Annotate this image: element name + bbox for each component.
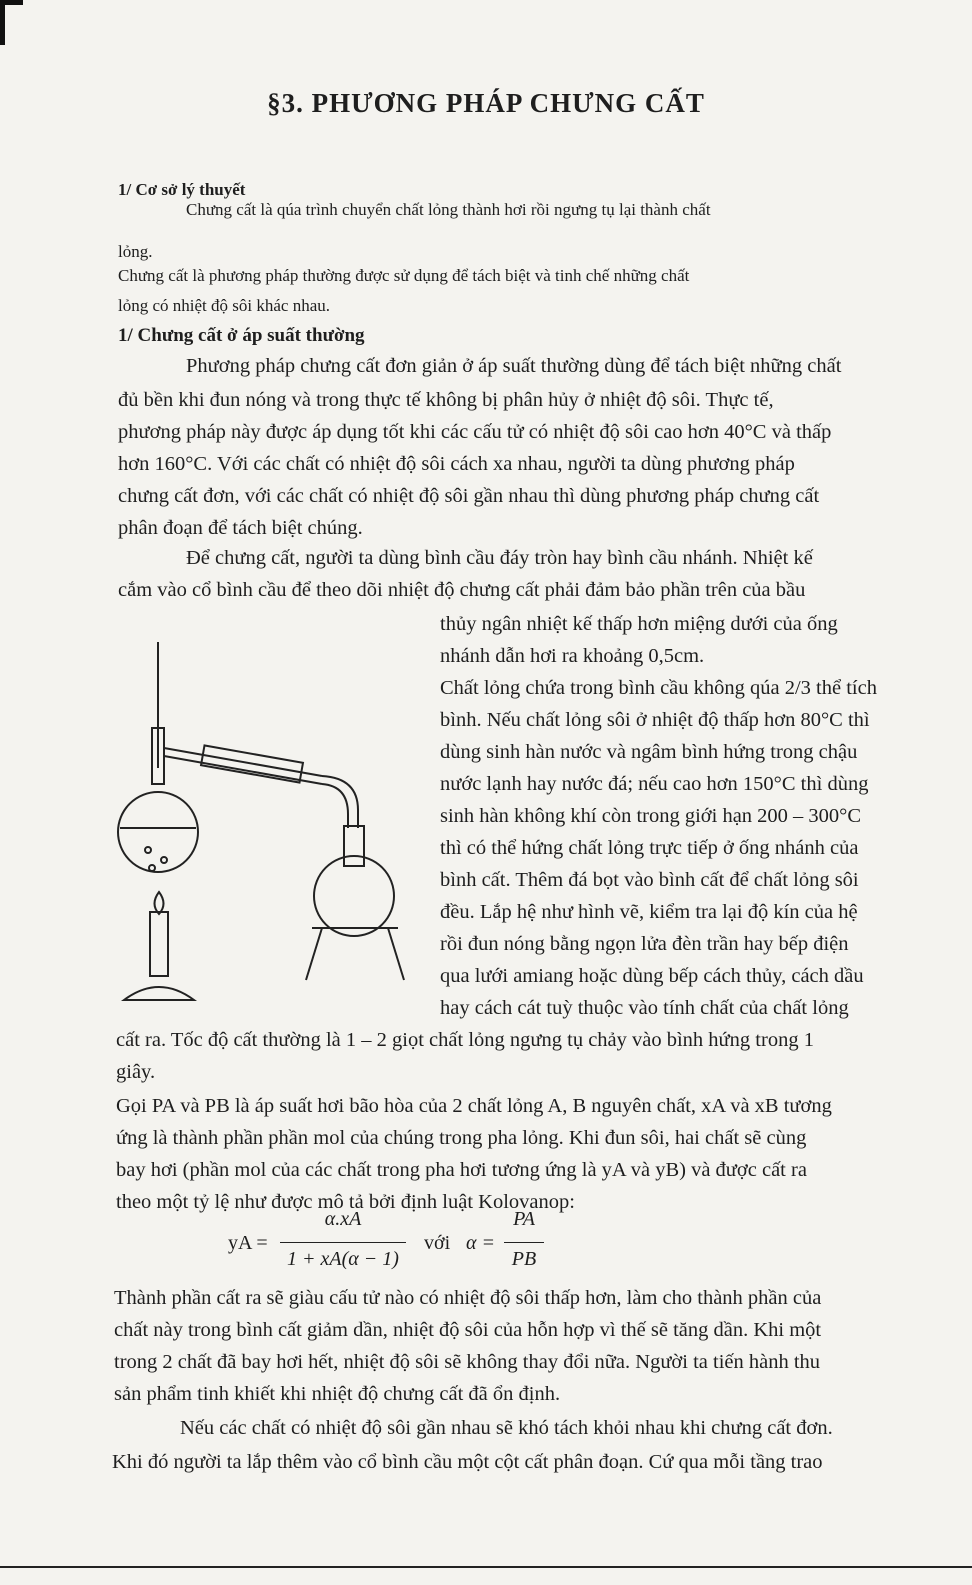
text-line: chất này trong bình cất giảm dần, nhiệt độ sôi của hỗn hợp vì thế sẽ tăng dần. Khi một [114,1319,822,1341]
formula-alpha: α = [466,1232,495,1254]
formula-numerator: α.xA [324,1208,362,1230]
text-line: Chưng cất là qúa trình chuyển chất lỏng thành hơi rồi ngưng tụ lại thành chất [186,200,711,219]
text-line: Chất lỏng chứa trong bình cầu không qúa 2/3 thể tích [440,677,877,699]
formula-alpha-numerator: PA [513,1208,535,1230]
text-line: nhánh dẫn hơi ra khoảng 0,5cm. [440,645,705,667]
formula-denominator: 1 + xA(α − 1) [287,1248,399,1270]
flame [155,892,164,914]
text-line: nước lạnh hay nước đá; nếu cao hơn 150°C thì dùng [440,773,869,795]
text-line: đủ bền khi đun nóng và trong thực tế không bị phân hủy ở nhiệt độ sôi. Thực tế, [118,389,774,411]
formula-with: với [424,1232,451,1254]
distillation-apparatus-diagram [112,628,422,1008]
text-line: Gọi PA và PB là áp suất hơi bão hòa của 2 chất lỏng A, B nguyên chất, xA và xB tương [116,1095,832,1117]
text-line: qua lưới amiang hoặc dùng bếp cách thủy, cách dầu [440,965,864,987]
text-line: thủy ngân nhiệt kế thấp hơn miệng dưới của ống [440,613,838,635]
formula-lhs: yA = [228,1232,268,1254]
text-line: Chưng cất là phương pháp thường được sử dụng để tách biệt và tinh chế những chất [118,266,690,285]
text-line: Khi đó người ta lắp thêm vào cổ bình cầu một cột cất phân đoạn. Cứ qua mỗi tầng trao [112,1451,823,1473]
text-line: phương pháp này được áp dụng tốt khi các cấu tử có nhiệt độ sôi cao hơn 40°C và thấp [118,421,832,443]
fraction-bar [280,1242,406,1243]
text-line: lỏng. [118,242,153,261]
round-bottom-flask [118,792,198,872]
text-line: trong 2 chất đã bay hơi hết, nhiệt độ sôi sẽ không thay đổi nữa. Người ta tiến hành thu [114,1351,821,1373]
page-bottom-rule [0,1566,972,1568]
text-line: cắm vào cổ bình cầu để theo dõi nhiệt độ chưng cất phải đảm bảo phần trên của bầu [118,579,806,601]
text-line: cất ra. Tốc độ cất thường là 1 – 2 giọt chất lỏng ngưng tụ chảy vào bình hứng trong 1 [116,1029,814,1051]
tripod-leg [306,928,322,980]
text-line: rồi đun nóng bằng ngọn lửa đèn trần hay bếp điện [440,933,849,955]
text-line: bình cất. Thêm đá bọt vào bình cất để chất lỏng sôi [440,869,859,891]
text-line: lỏng có nhiệt độ sôi khác nhau. [118,296,330,315]
receiver-neck [344,826,364,866]
text-line: dùng sinh hàn nước và ngâm bình hứng trong chậu [440,741,858,763]
text-line: ứng là thành phần phần mol của chúng trong pha lỏng. Khi đun sôi, hai chất sẽ cùng [116,1127,807,1149]
page-title: §3. PHƯƠNG PHÁP CHƯNG CẤT [267,88,705,118]
text-line: theo một tỷ lệ như được mô tả bởi định luật Kolovanop: [116,1191,575,1213]
section-heading-normal-pressure: 1/ Chưng cất ở áp suất thường [118,325,365,346]
text-line: thì có thể hứng chất lỏng trực tiếp ở ống nhánh của [440,837,859,859]
fraction-bar [504,1242,544,1243]
text-line: chưng cất đơn, với các chất có nhiệt độ sôi gần nhau thì dùng phương pháp chưng cất [118,485,820,507]
text-line: sản phẩm tinh khiết khi nhiệt độ chưng cất đã ổn định. [114,1383,561,1405]
burner-base [124,987,194,1000]
bunsen-burner [150,912,168,976]
text-line: bay hơi (phần mol của các chất trong pha hơi tương ứng là yA và yB) và được cất ra [116,1159,807,1181]
text-line: Phương pháp chưng cất đơn giản ở áp suất thường dùng để tách biệt những chất [186,355,842,377]
text-line: giây. [116,1061,156,1083]
text-line: bình. Nếu chất lỏng sôi ở nhiệt độ thấp hơn 80°C thì [440,709,870,731]
text-line: đều. Lắp hệ như hình vẽ, kiểm tra lại độ kín của hệ [440,901,858,923]
text-line: sinh hàn không khí còn trong giới hạn 200 – 300°C [440,805,862,827]
receiving-flask [314,856,394,936]
text-line: hơn 160°C. Với các chất có nhiệt độ sôi cách xa nhau, người ta dùng phương pháp [118,453,795,475]
text-line: Nếu các chất có nhiệt độ sôi gần nhau sẽ khó tách khỏi nhau khi chưng cất đơn. [180,1417,833,1439]
formula-alpha-denominator: PB [511,1248,537,1270]
text-line: Thành phần cất ra sẽ giàu cấu tử nào có nhiệt độ sôi thấp hơn, làm cho thành phần của [114,1287,822,1309]
scan-corner-mark [0,0,23,45]
text-line: hay cách cát tuỳ thuộc vào tính chất của chất lỏng [440,997,849,1019]
text-line: Để chưng cất, người ta dùng bình cầu đáy tròn hay bình cầu nhánh. Nhiệt kế [186,547,813,569]
kolovanop-formula [228,1208,568,1288]
text-line: phân đoạn để tách biệt chúng. [118,517,363,539]
tripod-leg [388,928,404,980]
section-heading-theory: 1/ Cơ sở lý thuyết [118,180,246,199]
